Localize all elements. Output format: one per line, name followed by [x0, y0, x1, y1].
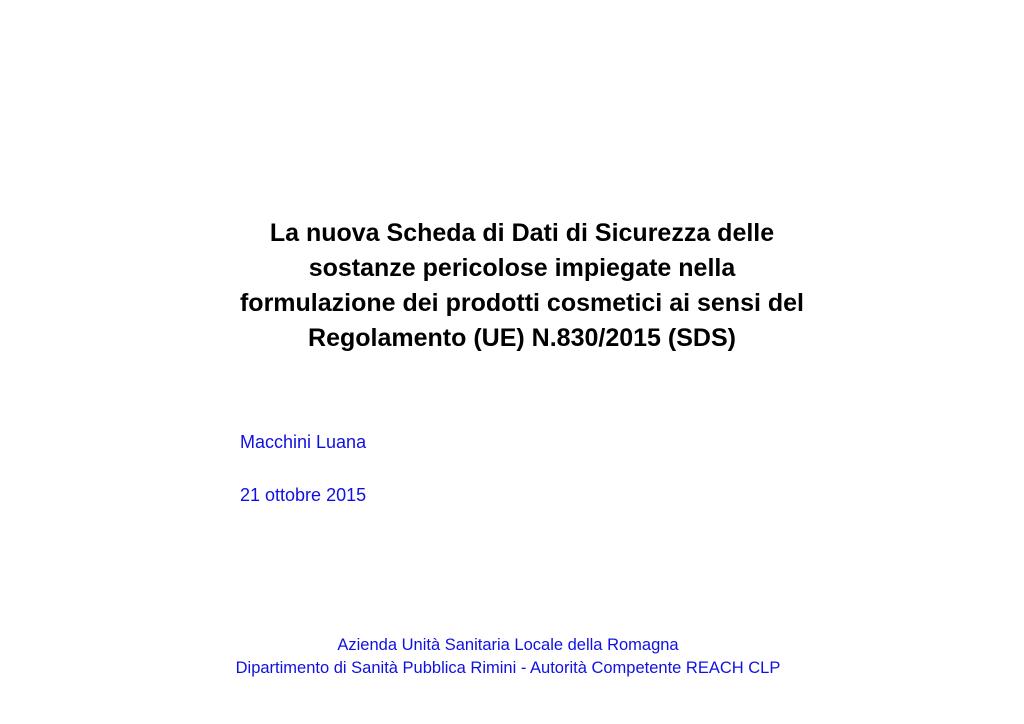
author-name: Macchini Luana — [240, 432, 367, 452]
footer-department: Dipartimento di Sanità Pubblica Rimini - Autorità Competente REACH CLP — [235, 659, 781, 677]
title-line-4: Regolamento (UE) N.830/2015 (SDS) — [308, 324, 736, 352]
slide-title — [100, 216, 944, 356]
title-line-2: sostanze pericolose impiegate nella — [308, 254, 736, 282]
slide-footer — [100, 634, 916, 680]
presentation-date: 21 ottobre 2015 — [240, 485, 367, 505]
title-line-1: La nuova Scheda di Dati di Sicurezza delle — [269, 219, 775, 247]
title-line-3: formulazione dei prodotti cosmetici ai sensi del — [239, 289, 804, 317]
footer-organization: Azienda Unità Sanitaria Locale della Romagna — [337, 636, 679, 654]
